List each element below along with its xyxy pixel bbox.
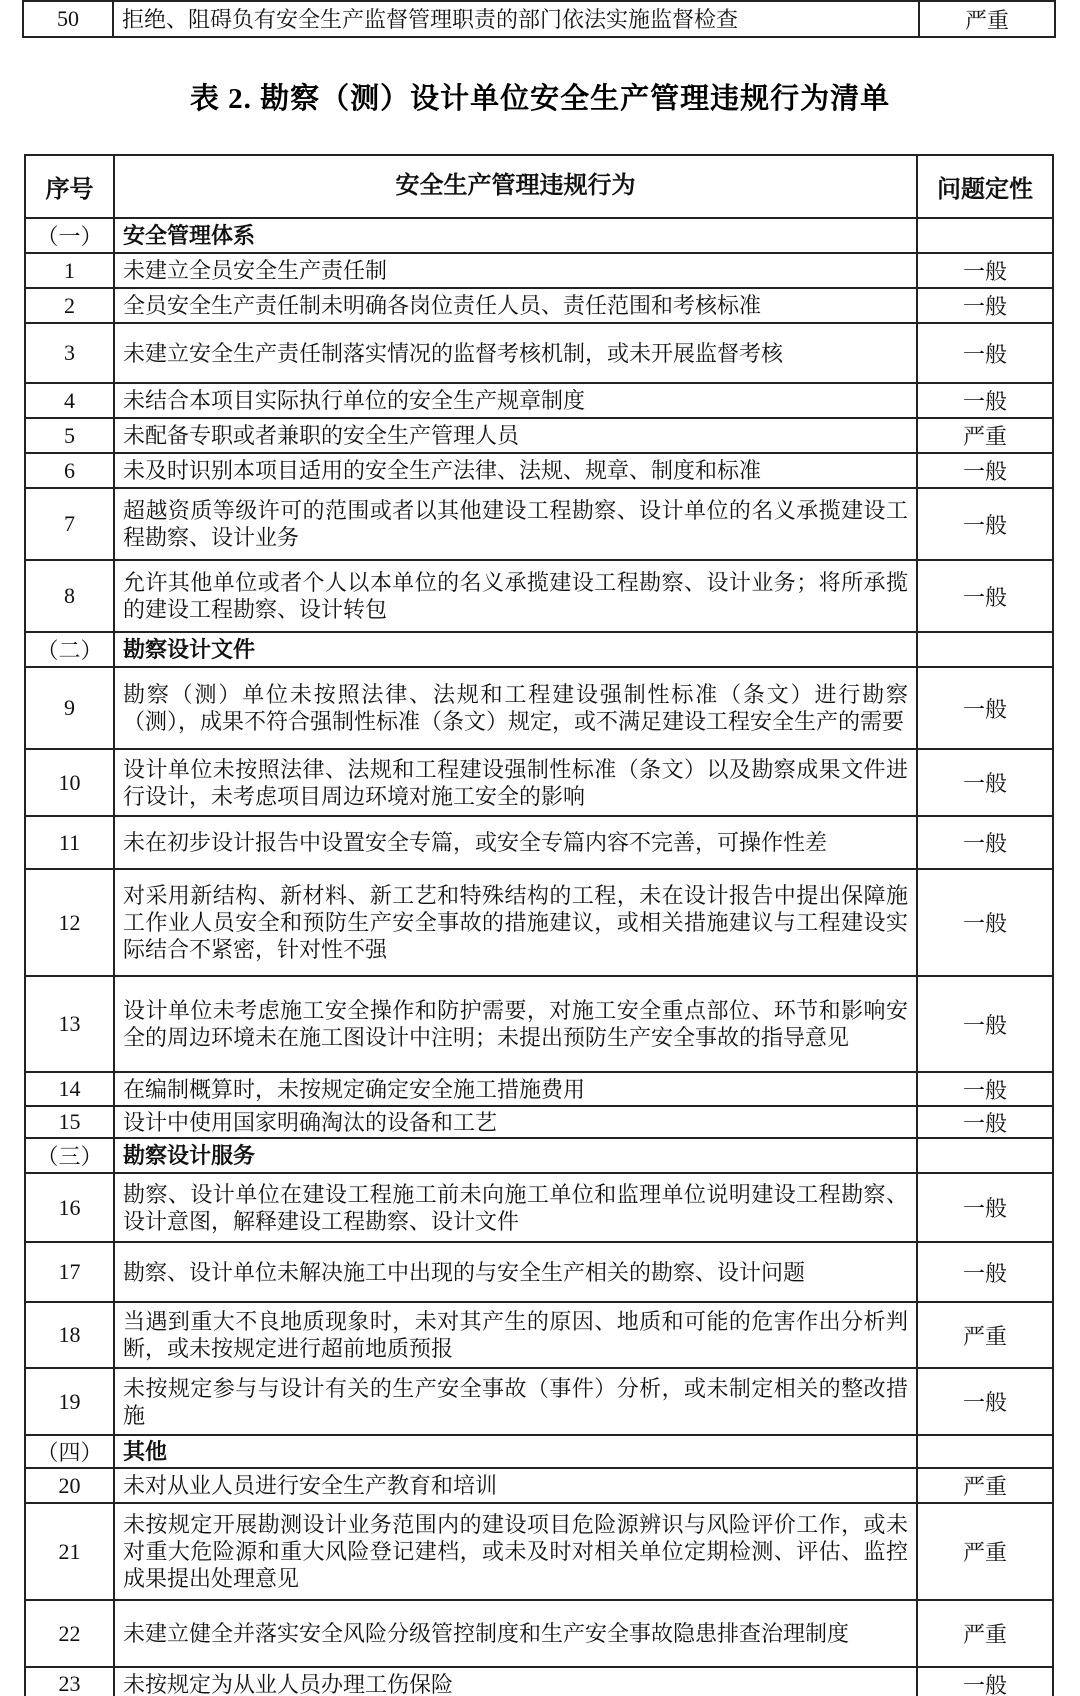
table-row (26, 1469, 1052, 1504)
table-row (26, 1369, 1052, 1436)
severity-cell: 一般 (962, 1390, 1007, 1415)
behavior-cell: 未建立全员安全生产责任制 (115, 254, 918, 287)
row-number-cell: 8 (26, 561, 115, 631)
behavior-cell: 未建立安全生产责任制落实情况的监督考核机制，或未开展监督考核 (115, 324, 918, 382)
behavior-cell: 未建立健全并落实安全风险分级管控制度和生产安全事故隐患排查治理制度 (115, 1601, 918, 1666)
behavior-cell: 勘察、设计单位未解决施工中出现的与安全生产相关的勘察、设计问题 (115, 1243, 918, 1301)
table-row (26, 977, 1052, 1073)
previous-table-fragment (22, 0, 1056, 38)
row-number-cell: 7 (26, 489, 115, 559)
behavior-cell: 未及时识别本项目适用的安全生产法律、法规、规章、制度和标准 (115, 454, 918, 487)
severity-cell: 一般 (962, 1196, 1007, 1221)
severity-cell: 一般 (962, 584, 1007, 610)
row-number-cell: 4 (26, 384, 115, 417)
severity-cell: 一般 (962, 459, 1007, 484)
table-row (26, 561, 1052, 633)
row-number-cell: （二） (26, 633, 115, 666)
row-number-cell: 16 (26, 1174, 115, 1241)
row-number-cell: 13 (26, 977, 115, 1071)
table-row (26, 384, 1052, 419)
behavior-cell: 拒绝、阻碍负有安全生产监督管理职责的部门依法实施监督检查 (114, 2, 920, 36)
row-number-cell: 6 (26, 454, 115, 487)
table-row (26, 1073, 1052, 1107)
severity-cell: 一般 (962, 259, 1007, 284)
severity-cell: 一般 (962, 696, 1007, 722)
table-row (24, 2, 1054, 38)
severity-cell: 严重 (962, 1474, 1007, 1499)
table-row (26, 1504, 1052, 1601)
row-number-cell: 14 (26, 1073, 115, 1105)
behavior-cell: 对采用新结构、新材料、新工艺和特殊结构的工程，未在设计报告中提出保障施工作业人员安全和预防生产安全事故的措施建议，或相关措施建议与工程建设实际结合不紧密，针对性不强 (115, 870, 918, 975)
section-label: 其他 (115, 1436, 918, 1467)
behavior-cell: 设计单位未考虑施工安全操作和防护需要，对施工安全重点部位、环节和影响安全的周边环境未在施工图设计中注明；未提出预防生产安全事故的指导意见 (115, 977, 918, 1071)
behavior-cell: 未按规定开展勘测设计业务范围内的建设项目危险源辨识与风险评价工作，或未对重大危险源和重大风险登记建档，或未及时对相关单位定期检测、评估、监控成果提出处理意见 (115, 1504, 918, 1599)
severity-cell: 一般 (962, 911, 1007, 936)
row-number-cell: 17 (26, 1243, 115, 1301)
behavior-cell: 全员安全生产责任制未明确各岗位责任人员、责任范围和考核标准 (115, 289, 918, 322)
table-row (26, 1601, 1052, 1668)
section-row (26, 219, 1052, 254)
row-number-cell: 1 (26, 254, 115, 287)
behavior-cell: 设计单位未按照法律、法规和工程建设强制性标准（条文）以及勘察成果文件进行设计，未考虑项目周边环境对施工安全的影响 (115, 750, 918, 815)
col-header-behavior: 安全生产管理违规行为 (115, 156, 918, 217)
severity-cell: 一般 (962, 1110, 1007, 1136)
row-number-cell: 11 (26, 817, 115, 868)
violations-table (24, 154, 1054, 1696)
table-row (26, 324, 1052, 384)
table-row (26, 254, 1052, 289)
behavior-cell: 勘察、设计单位在建设工程施工前未向施工单位和监理单位说明建设工程勘察、设计意图，解释建设工程勘察、设计文件 (115, 1174, 918, 1241)
row-number-cell: 5 (26, 419, 115, 452)
behavior-cell: 超越资质等级许可的范围或者以其他建设工程勘察、设计单位的名义承揽建设工程勘察、设计业务 (115, 489, 918, 559)
behavior-cell: 勘察（测）单位未按照法律、法规和工程建设强制性标准（条文）进行勘察（测），成果不符合强制性标准（条文）规定，或不满足建设工程安全生产的需要 (115, 668, 918, 748)
table-row (26, 289, 1052, 324)
behavior-cell: 未配备专职或者兼职的安全生产管理人员 (115, 419, 918, 452)
behavior-cell: 未结合本项目实际执行单位的安全生产规章制度 (115, 384, 918, 417)
severity-cell (918, 1436, 1052, 1467)
table-row (26, 454, 1052, 489)
severity-cell: 一般 (962, 341, 1007, 367)
severity-cell: 严重 (962, 1323, 1007, 1349)
table-title: 表 2. 勘察（测）设计单位安全生产管理违规行为清单 (189, 82, 891, 115)
row-number-cell: （四） (26, 1436, 115, 1467)
behavior-cell: 设计中使用国家明确淘汰的设备和工艺 (115, 1107, 918, 1137)
behavior-cell: 当遇到重大不良地质现象时，未对其产生的原因、地质和可能的危害作出分析判断，或未按规定进行超前地质预报 (115, 1303, 918, 1367)
section-label: 勘察设计文件 (115, 633, 918, 666)
col-header-no: 序号 (26, 156, 115, 217)
table-row (26, 870, 1052, 977)
table-row (26, 1107, 1052, 1139)
severity-cell: 一般 (962, 1672, 1007, 1696)
severity-cell: 一般 (962, 831, 1007, 856)
table-row (26, 817, 1052, 870)
row-number-cell: 18 (26, 1303, 115, 1367)
table-row (26, 489, 1052, 561)
behavior-cell: 未对从业人员进行安全生产教育和培训 (115, 1469, 918, 1502)
severity-cell (918, 219, 1052, 252)
severity-cell: 严重 (964, 7, 1009, 33)
severity-cell: 一般 (962, 512, 1007, 538)
behavior-cell: 未在初步设计报告中设置安全专篇，或安全专篇内容不完善，可操作性差 (115, 817, 918, 868)
row-number-cell: （一） (26, 219, 115, 252)
severity-cell: 严重 (962, 424, 1007, 449)
row-number-cell: 9 (26, 668, 115, 748)
severity-cell (918, 1139, 1052, 1172)
behavior-cell: 在编制概算时，未按规定确定安全施工措施费用 (115, 1073, 918, 1105)
table-row (26, 1174, 1052, 1243)
row-number-cell: 19 (26, 1369, 115, 1434)
severity-cell: 一般 (962, 771, 1007, 796)
row-number-cell: 23 (26, 1668, 115, 1696)
col-header-severity: 问题定性 (937, 177, 1033, 203)
row-number-cell: 2 (26, 289, 115, 322)
row-number-cell: 15 (26, 1107, 115, 1137)
table-row (26, 1303, 1052, 1369)
severity-cell: 一般 (962, 1012, 1007, 1038)
severity-cell: 严重 (962, 1622, 1007, 1647)
severity-cell: 一般 (962, 389, 1007, 414)
severity-cell: 一般 (962, 1260, 1007, 1286)
table-row (26, 1243, 1052, 1303)
table-row (26, 419, 1052, 454)
severity-cell: 严重 (962, 1540, 1007, 1565)
section-row (26, 633, 1052, 668)
behavior-cell: 允许其他单位或者个人以本单位的名义承揽建设工程勘察、设计业务；将所承揽的建设工程勘察、设计转包 (115, 561, 918, 631)
row-number-cell: 50 (24, 2, 114, 36)
behavior-cell: 未按规定参与与设计有关的生产安全事故（事件）分析，或未制定相关的整改措施 (115, 1369, 918, 1434)
severity-cell: 一般 (962, 1077, 1007, 1103)
row-number-cell: 20 (26, 1469, 115, 1502)
severity-cell: 一般 (962, 294, 1007, 319)
section-label: 安全管理体系 (115, 219, 918, 252)
header-row (26, 156, 1052, 219)
table-row (26, 1668, 1052, 1696)
severity-cell (918, 633, 1052, 666)
row-number-cell: （三） (26, 1139, 115, 1172)
row-number-cell: 10 (26, 750, 115, 815)
row-number-cell: 12 (26, 870, 115, 975)
table-row (26, 750, 1052, 817)
section-label: 勘察设计服务 (115, 1139, 918, 1172)
row-number-cell: 21 (26, 1504, 115, 1599)
row-number-cell: 22 (26, 1601, 115, 1666)
table-row (26, 668, 1052, 750)
behavior-cell: 未按规定为从业人员办理工伤保险 (115, 1668, 918, 1696)
row-number-cell: 3 (26, 324, 115, 382)
section-row (26, 1139, 1052, 1174)
section-row (26, 1436, 1052, 1469)
